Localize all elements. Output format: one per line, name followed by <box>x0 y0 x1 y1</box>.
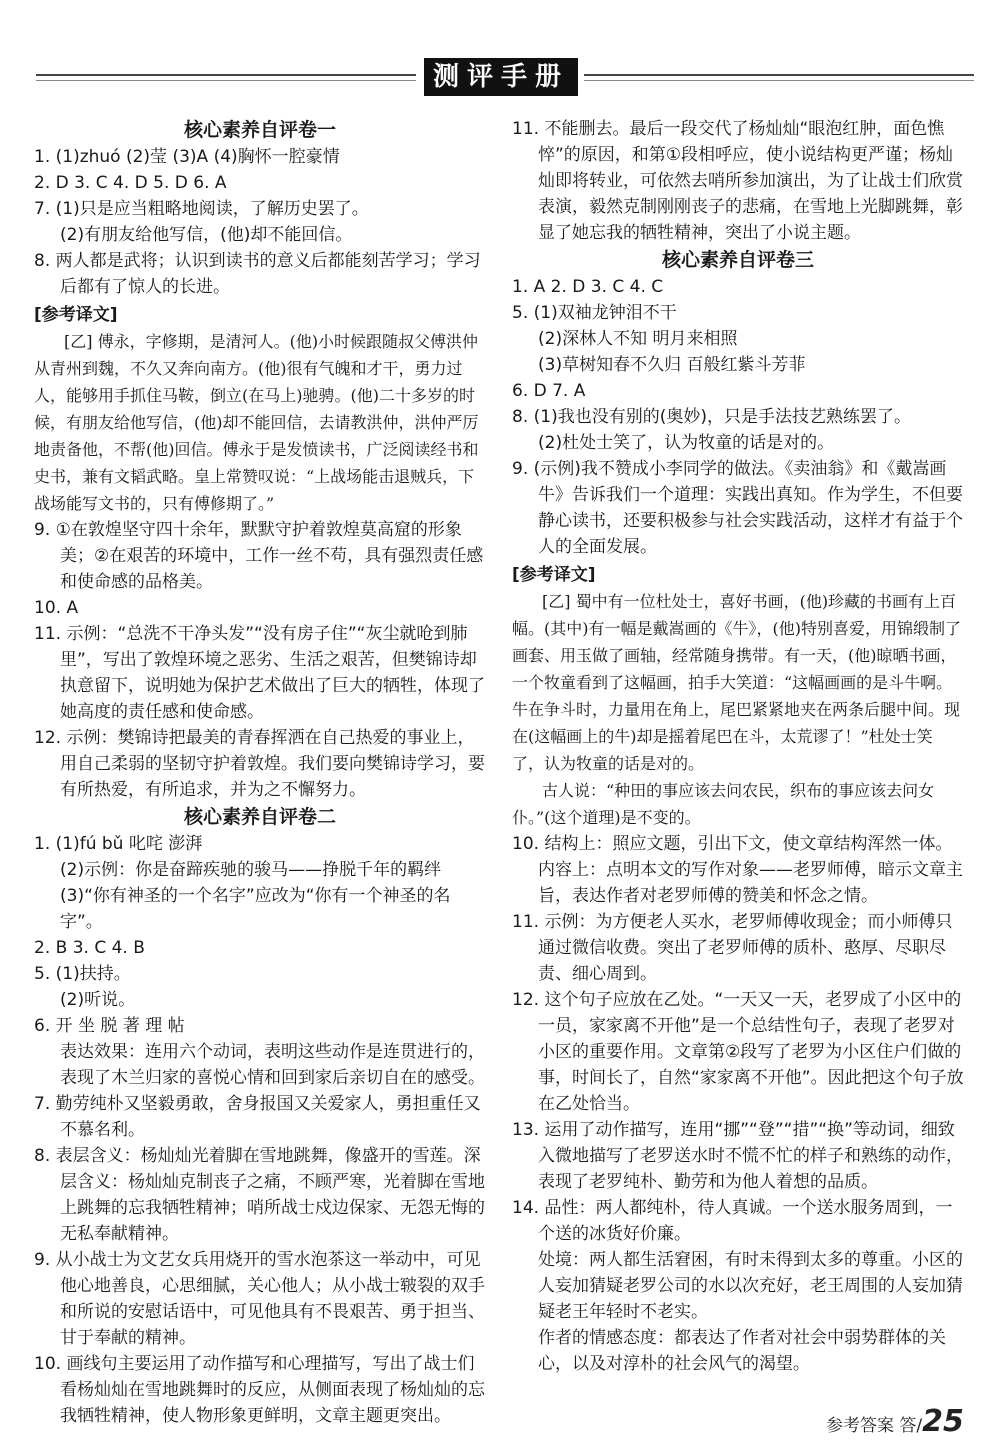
translation-paragraph: 古人说：“种田的事应该去问农民，织布的事应该去问女仆。”(这个道理)是不变的。 <box>512 781 935 827</box>
answer-subline: (2)有朋友给他写信，(他)却不能回信。 <box>60 225 353 245</box>
answer-subline: (2)深林人不知 明月来相照 <box>538 329 738 349</box>
header-rule-left <box>36 74 416 76</box>
answer-item: 10. 画线句主要运用了动作描写和心理描写，写出了战士们看杨灿灿在雪地跳舞时的反应，从侧面表现了杨灿灿的忘我牺牲精神，使人物形象更鲜明，文章主题更突出。 <box>34 1354 485 1426</box>
answer-item: 1. (1)fú bǔ 叱咤 澎湃 <box>34 834 203 854</box>
header-rule-left-thin <box>36 80 416 81</box>
answer-item: 1. A 2. D 3. C 4. C <box>512 277 664 297</box>
answer-item: 8. 表层含义：杨灿灿光着脚在雪地跳舞，像盛开的雪莲。深层含义：杨灿灿克制丧子之痛，不顾严寒，光着脚在雪地上跳舞的忘我牺牲精神；哨所战士戍边保家、无怨无悔的无私奉献精神。 <box>34 1146 485 1244</box>
left-answer-column <box>34 116 486 1429</box>
page-number: 25 <box>922 1404 964 1439</box>
answer-subline: (2)示例：你是奋蹄疾驰的骏马——挣脱千年的羁绊 <box>60 860 442 880</box>
answer-item: 14. 品性：两人都纯朴，待人真诚。一个送水服务周到，一个送的冰货好价廉。 <box>512 1198 953 1244</box>
answer-item: 8. 两人都是武将；认识到读书的意义后都能刻苦学习；学习后都有了惊人的长进。 <box>34 251 481 297</box>
answer-item: 2. B 3. C 4. B <box>34 938 145 958</box>
reference-translation-heading: [参考译文] <box>34 305 118 325</box>
answer-subline: (3)草树知春不久归 百般红紫斗芳菲 <box>538 355 806 375</box>
footer-label: 参考答案 <box>826 1416 894 1436</box>
answer-item: 8. (1)我也没有别的(奥妙)，只是手法技艺熟练罢了。 <box>512 407 911 427</box>
answer-item: 12. 这个句子应放在乙处。“一天又一天，老罗成了小区中的一员，家家离不开他”是一个总结性句子，表现了老罗对小区的重要作用。文章第②段写了老罗为小区住户们做的事，时间长了，自然“家家离不开他”。因此把这个句子放在乙处恰当。 <box>512 990 964 1114</box>
section-title: 核心素养自评卷一 <box>183 119 336 141</box>
header-rule-right <box>584 74 974 76</box>
answer-subline: (3)“你有神圣的一个名字”应改为“你有一个神圣的名字”。 <box>60 886 451 932</box>
answer-item: 6. D 7. A <box>512 381 586 401</box>
answer-item: 13. 运用了动作描写，连用“挪”“登”“措”“换”等动词，细致入微地描写了老罗送水时不慌不忙的样子和熟练的动作，表现了老罗纯朴、勤劳和为他人着想的品质。 <box>512 1120 963 1192</box>
answer-subline: 处境：两人都生活窘困，有时未得到太多的尊重。小区的人妄加猜疑老罗公司的水以次充好，老王周围的人妄加猜疑老王年轻时不老实。 <box>538 1250 963 1322</box>
answer-item: 11. 示例：为方便老人买水，老罗师傅收现金；而小师傅只通过微信收费。突出了老罗师傅的质朴、憨厚、尽职尽责、细心周到。 <box>512 912 953 984</box>
answer-subline: 表达效果：连用六个动词，表明这些动作是连贯进行的，表现了木兰归家的喜悦心情和回到家后亲切自在的感受。 <box>60 1042 485 1088</box>
reference-translation-heading: [参考译文] <box>512 565 596 585</box>
answer-item: 7. 勤劳纯朴又坚毅勇敢，舍身报国又关爱家人，勇担重任又不慕名利。 <box>34 1094 481 1140</box>
answer-subline: (2)听说。 <box>60 990 136 1010</box>
answer-item: 10. 结构上：照应文题，引出下文，使文章结构浑然一体。内容上：点明本文的写作对象——老罗师傅，暗示文章主旨，表达作者对老罗师傅的赞美和怀念之情。 <box>512 834 963 906</box>
answer-subline: 作者的情感态度：都表达了作者对社会中弱势群体的关心，以及对淳朴的社会风气的渴望。 <box>538 1328 946 1374</box>
answer-item: 7. (1)只是应当粗略地阅读，了解历史罢了。 <box>34 199 369 219</box>
answer-item: 12. 示例：樊锦诗把最美的青春挥洒在自己热爱的事业上，用自己柔弱的坚韧守护着敦煌。我们要向樊锦诗学习，要有所热爱，有所追求，并为之不懈努力。 <box>34 728 485 800</box>
page-header-title: 测评手册 <box>424 58 578 96</box>
right-answer-column <box>512 116 964 1377</box>
answer-item: 10. A <box>34 598 79 618</box>
section-title: 核心素养自评卷三 <box>661 249 814 271</box>
answer-item: 9. ①在敦煌坚守四十余年，默默守护着敦煌莫高窟的形象美；②在艰苦的环境中，工作一丝不苟，具有强烈责任感和使命感的品格美。 <box>34 520 484 592</box>
answer-item: 5. (1)扶持。 <box>34 964 131 984</box>
translation-paragraph: [乙] 蜀中有一位杜处士，喜好书画，(他)珍藏的书画有上百幅。(其中)有一幅是戴嵩画的《牛》，(他)特别喜爱，用锦缎制了画套、用玉做了画轴，经常随身携带。有一天，(他)晾晒书画，一个牧童看到了这幅画，拍手大笑道：“这幅画画的是斗牛啊。牛在争斗时，力量用在角上，尾巴紧紧地夹在两条后腿中间。现在(这幅画上的牛)却是摇着尾巴在斗，太荒谬了！”杜处士笑了，认为牧童的话是对的。 <box>512 592 961 773</box>
answer-item: 9. 从小战士为文艺女兵用烧开的雪水泡茶这一举动中，可见他心地善良，心思细腻，关心他人；从小战士皲裂的双手和所说的安慰话语中，可见他具有不畏艰苦、勇于担当、甘于奉献的精神。 <box>34 1250 485 1348</box>
header-rule-right-thin <box>584 80 974 81</box>
answer-item: 2. D 3. C 4. D 5. D 6. A <box>34 173 227 193</box>
footer-prefix: 答/ <box>899 1416 923 1436</box>
answer-item: 1. (1)zhuó (2)莹 (3)A (4)胸怀一腔豪情 <box>34 147 340 167</box>
answer-subline: (2)杜处士笑了，认为牧童的话是对的。 <box>538 433 835 453</box>
answer-item: 5. (1)双袖龙钟泪不干 <box>512 303 677 323</box>
page-footer <box>826 1404 964 1439</box>
answer-item: 6. 开 坐 脱 著 理 帖 <box>34 1016 185 1036</box>
answer-item: 9. (示例)我不赞成小李同学的做法。《卖油翁》和《戴嵩画牛》告诉我们一个道理：实践出真知。作为学生，不但要静心读书，还要积极参与社会实践活动，这样才有益于个人的全面发展。 <box>512 459 963 557</box>
answer-item: 11. 不能删去。最后一段交代了杨灿灿“眼泡红肿，面色憔悴”的原因，和第①段相呼应，使小说结构更严谨；杨灿灿即将转业，可依然去哨所参加演出，为了让战士们欣赏表演，毅然克制刚刚丧子的悲痛，在雪地上光脚跳舞，彰显了她忘我的牺牲精神，突出了小说主题。 <box>512 119 963 243</box>
translation-paragraph: [乙] 傅永，字修期，是清河人。(他)小时候跟随叔父傅洪仲从青州到魏，不久又奔向南方。(他)很有气魄和才干，勇力过人，能够用手抓住马鞍，倒立(在马上)驰骋。(他)二十多岁的时候，有朋友给他写信，(他)却不能回信，去请教洪仲，洪仲严厉地责备他，不帮(他)回信。傅永于是发愤读书，广泛阅读经书和史书，兼有文韬武略。皇上常赞叹说：“上战场能击退贼兵，下战场能写文书的，只有傅修期了。” <box>34 332 479 513</box>
section-title: 核心素养自评卷二 <box>183 806 336 828</box>
answer-item: 11. 示例：“总洗不干净头发”“没有房子住”“灰尘就呛到肺里”，写出了敦煌环境之恶劣、生活之艰苦，但樊锦诗却执意留下，说明她为保护艺术做出了巨大的牺牲，体现了她高度的责任感和使命感。 <box>34 624 485 722</box>
